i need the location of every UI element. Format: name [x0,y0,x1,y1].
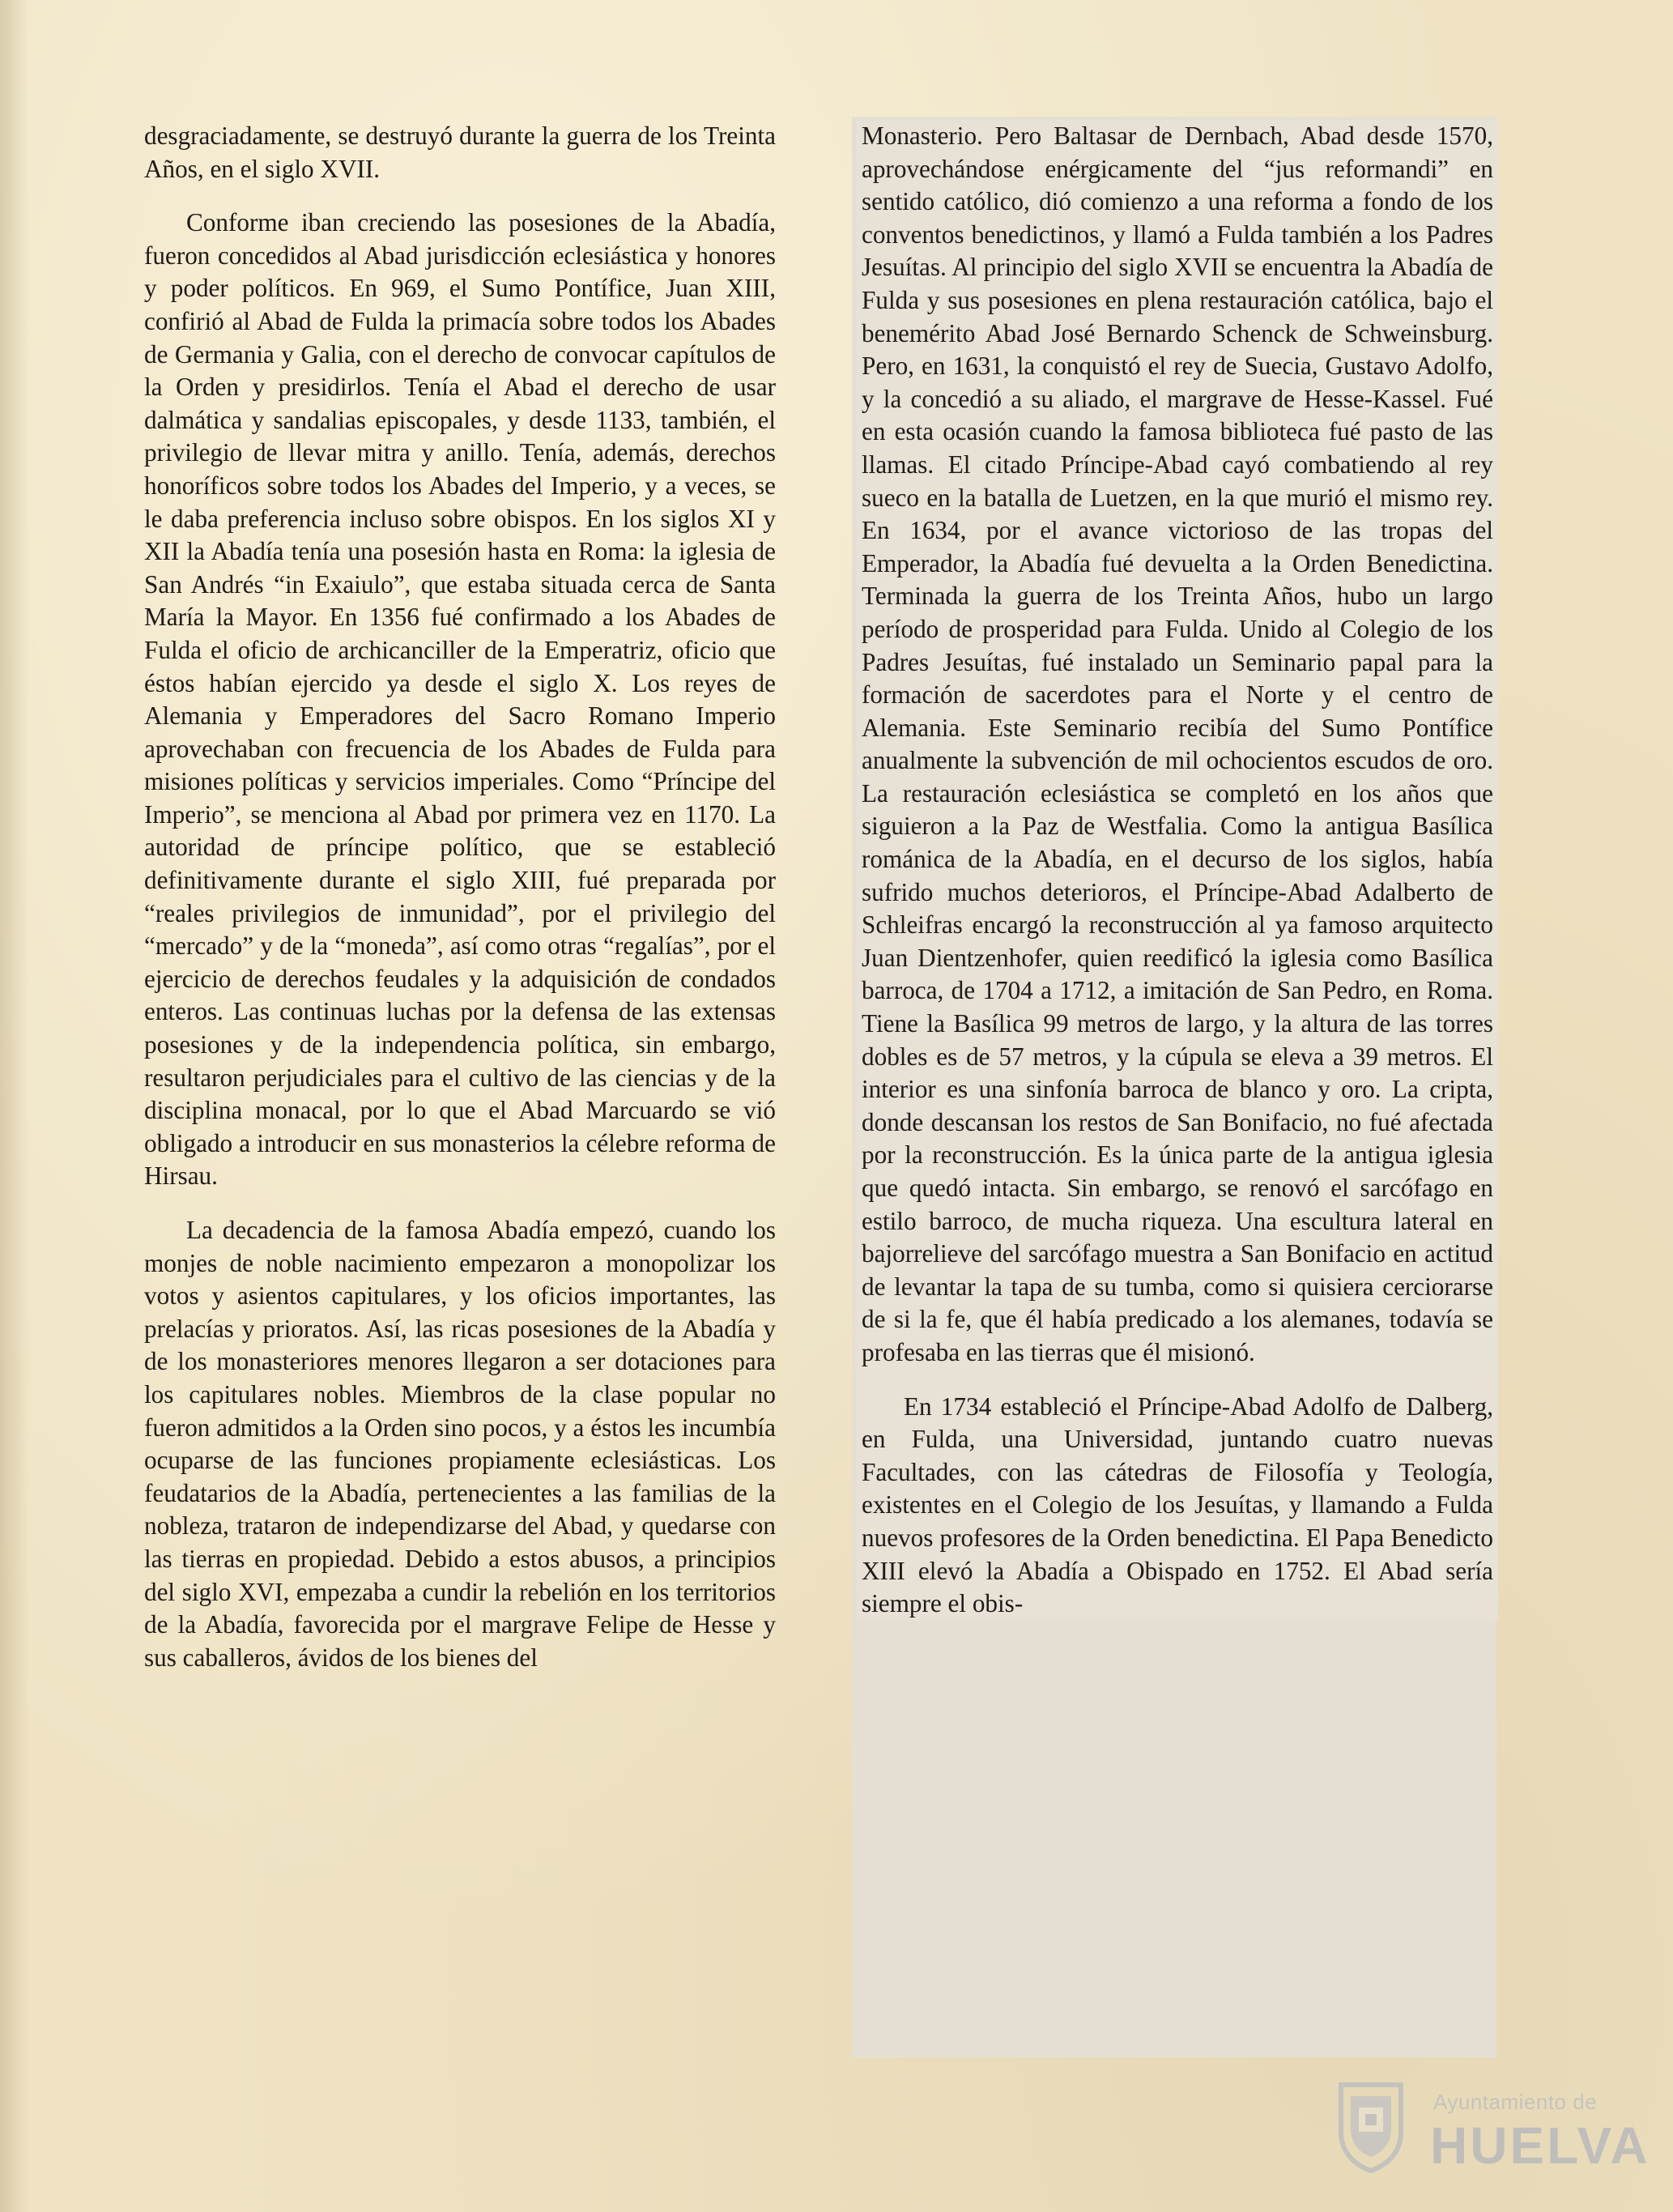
watermark-line1: Ayuntamiento de [1433,2090,1598,2114]
left-column [144,120,776,1674]
right-paragraph-1: Monasterio. Pero Baltasar de Dernbach, Abad desde 1570, aprovechándose enérgicamente del “jus reformandi” en sentido católico, dió comienzo a una reforma a fondo de los conventos benedictinos, y llamó a Fulda también a los Padres Jesuítas. Al principio del siglo XVII se encuentra la Abadía de Fulda y sus posesiones en plena restauración católica, bajo el benemérito Abad José Bernardo Schenck de Schweinsburg. Pero, en 1631, la conquistó el rey de Suecia, Gustavo Adolfo, y la concedió a su aliado, el margrave de Hesse-Kassel. Fué en esta ocasión cuando la famosa biblioteca fué pasto de las llamas. El citado Príncipe-Abad cayó combatiendo al rey sueco en la batalla de Luetzen, en la que murió el mismo rey. En 1634, por el avance victorioso de las tropas del Emperador, la Abadía fué devuelta a la Orden Benedictina. Terminada la guerra de los Treinta Años, hubo un largo período de prosperidad para Fulda. Unido al Colegio de los Padres Jesuítas, fué instalado un Seminario papal para la formación de sacerdotes para el Norte y el centro de Alemania. Este Seminario recibía del Sumo Pontífice anualmente la subvención de mil ochocientos escudos de oro. La restauración eclesiástica se completó en los años que siguieron a la Paz de Westfalia. Como la antigua Basílica románica de la Abadía, en el decurso de los siglos, había sufrido muchos deterioros, el Príncipe-Abad Adalberto de Schleifras encargó la reconstrucción al ya famoso arquitecto Juan Dientzenhofer, quien reedificó la iglesia como Basílica barroca, de 1704 a 1712, a imitación de San Pedro, en Roma. Tiene la Basílica 99 metros de largo, y la altura de las torres dobles es de 57 metros, y la cúpula se eleva a 39 metros. El interior es una sinfonía barroca de blanco y oro. La cripta, donde descansan los restos de San Bonifacio, no fué afectada por la reconstrucción. Es la única parte de la antigua iglesia que quedó intacta. Sin embargo, se renovó el sarcófago en estilo barroco, de mucha riqueza. Una escultura lateral en bajorrelieve del sarcófago muestra a San Bonifacio en actitud de levantar la tapa de su tumba, como si quisiera cerciorarse de si la fe, que él había predicado a los alemanes, todavía se profesaba en las tierras que él misionó. [862,121,1493,1366]
page-edge-shadow [0,0,29,2212]
city-shield-icon [1335,2080,1407,2174]
right-column [857,120,1498,1621]
left-paragraph-1: desgraciadamente, se destruyó durante la guerra de los Treinta Años, en el siglo XVII. [144,121,776,183]
left-paragraph-2: Conforme iban creciendo las posesiones de la Abadía, fueron concedidos al Abad jurisdicción eclesiástica y honores y poder políticos. En 969, el Sumo Pontífice, Juan XIII, confirió al Abad de Fulda la primacía sobre todos los Abades de Germania y Galia, con el derecho de convocar capítulos de la Orden y presidirlos. Tenía el Abad el derecho de usar dalmática y sandalias episcopales, y desde 1133, también, el privilegio de llevar mitra y anillo. Tenía, además, derechos honoríficos sobre todos los Abades del Imperio, y a veces, se le daba preferencia incluso sobre obispos. En los siglos XI y XII la Abadía tenía una posesión hasta en Roma: la iglesia de San Andrés “in Exaiulo”, que estaba situada cerca de Santa María la Mayor. En 1356 fué confirmado a los Abades de Fulda el oficio de archicanciller de la Emperatriz, oficio que éstos habían ejercido ya desde el siglo X. Los reyes de Alemania y Emperadores del Sacro Romano Imperio aprovechaban con frecuencia de los Abades de Fulda para misiones políticas y servicios imperiales. Como “Príncipe del Imperio”, se menciona al Abad por primera vez en 1170. La autoridad de príncipe político, que se estableció definitivamente durante el siglo XIII, fué preparada por “reales privilegios de inmunidad”, por el privilegio del “mercado” y de la “moneda”, así como otras “regalías”, por el ejercicio de derechos feudales y la adquisición de condados enteros. Las continuas luchas por la defensa de las extensas posesiones y de la independencia política, sin embargo, resultaron perjudiciales para el cultivo de las ciencias y de la disciplina monacal, por lo que el Abad Marcuardo se vió obligado a introducir en sus monasterios la célebre reforma de Hirsau. [144,208,776,1191]
watermark-line2: HUELVA [1430,2116,1650,2175]
watermark [1335,2080,1650,2177]
right-paragraph-2: En 1734 estableció el Príncipe-Abad Adolfo de Dalberg, en Fulda, una Universidad, juntando cuatro nuevas Facultades, con las cátedras de Filosofía y Teología, existentes en el Colegio de los Jesuítas, y llamando a Fulda nuevos profesores de la Orden benedictina. El Papa Benedicto XIII elevó la Abadía a Obispado en 1752. El Abad sería siempre el obis- [862,1392,1493,1618]
left-paragraph-3: La decadencia de la famosa Abadía empezó, cuando los monjes de noble nacimiento empezaron a monopolizar los votos y asientos capitulares, y los oficios importantes, las prelacías y prioratos. Así, las ricas posesiones de la Abadía y de los monasteriores menores llegaron a ser dotaciones para los capitulares nobles. Miembros de la clase popular no fueron admitidos a la Orden sino pocos, y a éstos les incumbía ocuparse de las funciones propiamente eclesiásticas. Los feudatarios de la Abadía, pertenecientes a las familias de la nobleza, trataron de independizarse del Abad, y quedarse con las tierras en propiedad. Debido a estos abusos, a principios del siglo XVI, empezaba a cundir la rebelión en los territorios de la Abadía, favorecida por el margrave Felipe de Hesse y sus caballeros, ávidos de los bienes del [144,1216,776,1672]
